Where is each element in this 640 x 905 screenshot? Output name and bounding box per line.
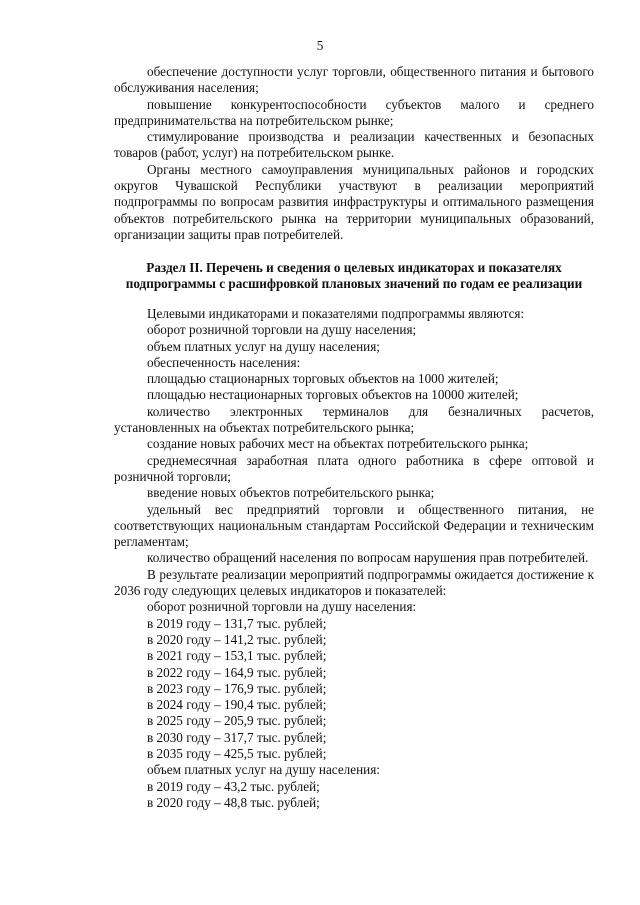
section-heading-line: подпрограммы с расшифровкой плановых значений по годам ее реализации (125, 276, 583, 292)
paragraph: стимулирование производства и реализации качественных и безопасных товаров (работ, услуг) на потребительском рынке. (114, 129, 594, 161)
year-value-item: в 2023 году – 176,9 тыс. рублей; (147, 680, 327, 696)
list-item: создание новых рабочих мест на объектах потребительского рынка; (147, 436, 529, 452)
list-item: введение новых объектов потребительского рынка; (147, 485, 435, 501)
year-value-item: в 2030 году – 317,7 тыс. рублей; (147, 729, 327, 745)
paragraph: повышение конкурентоспособности субъектов малого и среднего предпринимательства на потребительском рынке; (114, 96, 594, 128)
list-item: площадью нестационарных торговых объектов на 10000 жителей; (147, 387, 519, 403)
section-heading-line: Раздел II. Перечень и сведения о целевых индикаторах и показателях (146, 260, 562, 275)
year-value-item: в 2019 году – 131,7 тыс. рублей; (147, 615, 327, 631)
list-item: количество электронных терминалов для безналичных расчетов, установленных на объектах потребительского рынка; (114, 403, 594, 436)
intro-section (114, 64, 594, 243)
paragraph: Органы местного самоуправления муниципальных районов и городских округов Чувашской Республики участвуют в реализации мероприятий подпрограммы по вопросам развития инфраструктуры и оптимального размещения объектов потребительского рынка на территории муниципальных образований, организации защиты прав потребителей. (114, 161, 594, 242)
list-item: объем платных услуг на душу населения: (147, 762, 380, 778)
year-value-item: в 2025 году – 205,9 тыс. рублей; (147, 713, 327, 729)
year-value-item: в 2020 году – 141,2 тыс. рублей; (147, 631, 327, 647)
indicators-section (114, 306, 594, 811)
paragraph: В результате реализации мероприятий подпрограммы ожидается достижение к 2036 году следующих целевых индикаторов и показателей: (114, 566, 594, 599)
year-value-item: в 2020 году – 48,8 тыс. рублей; (147, 794, 320, 810)
paragraph: Целевыми индикаторами и показателями подпрограммы являются: (147, 306, 525, 321)
year-value-item: в 2035 году – 425,5 тыс. рублей; (147, 746, 327, 762)
list-item: удельный вес предприятий торговли и общественного питания, не соответствующих национальным стандартам Российской Федерации и техническим регламентам; (114, 501, 594, 550)
list-item: оборот розничной торговли на душу населения; (147, 322, 417, 338)
section-heading (114, 260, 594, 293)
year-value-item: в 2019 году – 43,2 тыс. рублей; (147, 778, 320, 794)
list-item: площадью стационарных торговых объектов на 1000 жителей; (147, 371, 499, 387)
list-item: объем платных услуг на душу населения; (147, 338, 380, 354)
paragraph: обеспечение доступности услуг торговли, общественного питания и бытового обслуживания населения; (114, 64, 594, 96)
list-item: обеспеченность населения: (147, 354, 301, 370)
year-value-item: в 2024 году – 190,4 тыс. рублей; (147, 697, 327, 713)
list-item: количество обращений населения по вопросам нарушения прав потребителей. (147, 550, 589, 566)
list-item: оборот розничной торговли на душу населения: (147, 599, 417, 615)
year-value-item: в 2021 году – 153,1 тыс. рублей; (147, 648, 327, 664)
page-number: 5 (316, 38, 324, 53)
year-value-item: в 2022 году – 164,9 тыс. рублей; (147, 664, 327, 680)
list-item: среднемесячная заработная плата одного работника в сфере оптовой и розничной торговли; (114, 452, 594, 484)
